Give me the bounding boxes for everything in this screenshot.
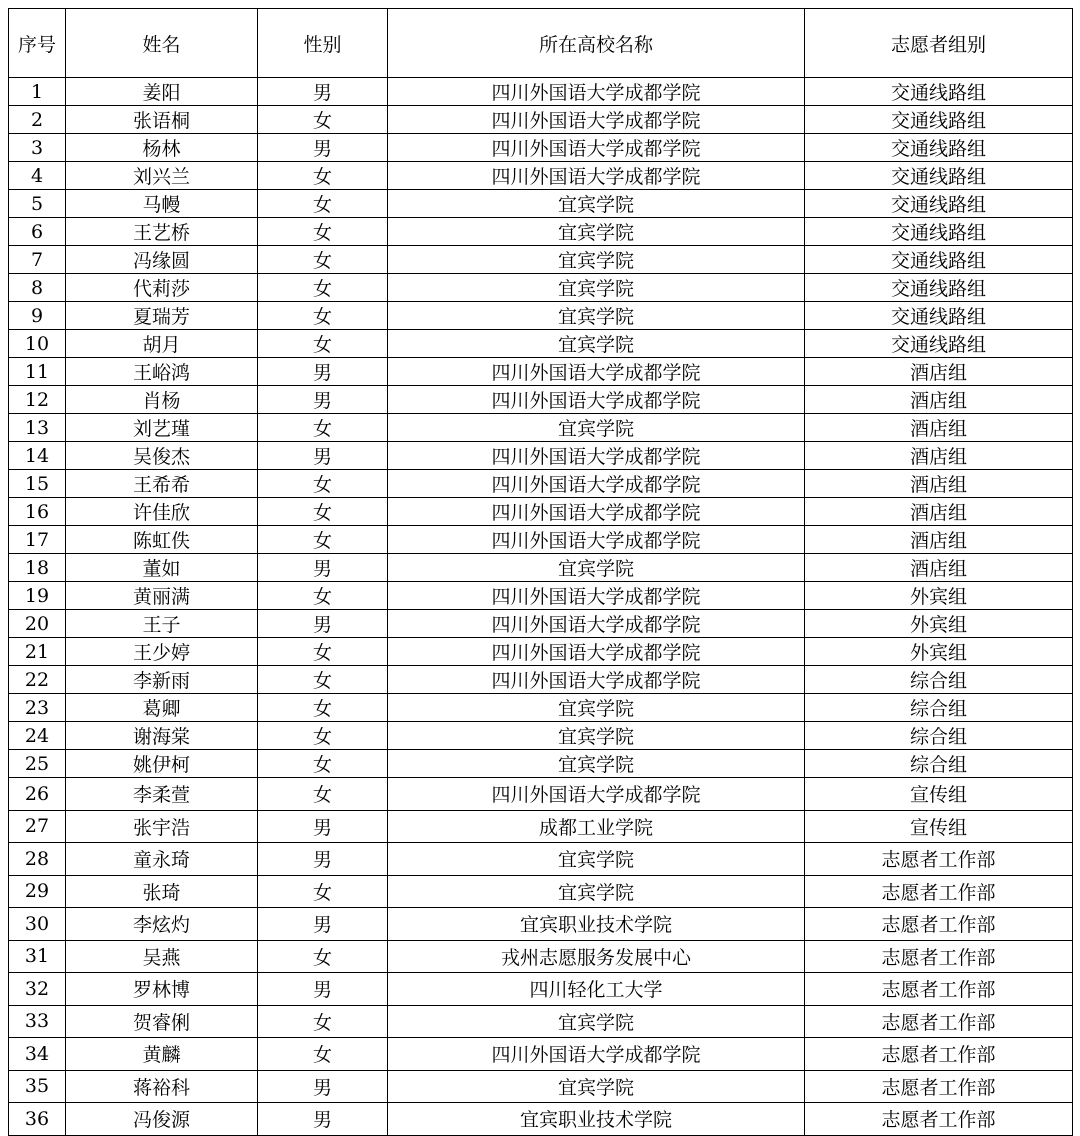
cell-school: 四川外国语大学成都学院 bbox=[388, 78, 805, 106]
cell-group: 酒店组 bbox=[805, 442, 1073, 470]
header-group: 志愿者组别 bbox=[805, 9, 1073, 78]
cell-group: 外宾组 bbox=[805, 610, 1073, 638]
table-row bbox=[9, 722, 1073, 750]
cell-serial: 8 bbox=[9, 274, 66, 302]
cell-serial: 15 bbox=[9, 470, 66, 498]
table-row bbox=[9, 1070, 1073, 1103]
cell-serial: 19 bbox=[9, 582, 66, 610]
cell-serial: 24 bbox=[9, 722, 66, 750]
cell-gender: 男 bbox=[258, 442, 388, 470]
cell-gender: 男 bbox=[258, 78, 388, 106]
cell-serial: 28 bbox=[9, 843, 66, 876]
cell-group: 交通线路组 bbox=[805, 134, 1073, 162]
cell-school: 四川外国语大学成都学院 bbox=[388, 106, 805, 134]
table-row bbox=[9, 358, 1073, 386]
table-row bbox=[9, 1005, 1073, 1038]
cell-group: 志愿者工作部 bbox=[805, 973, 1073, 1006]
cell-serial: 25 bbox=[9, 750, 66, 778]
cell-gender: 女 bbox=[258, 1005, 388, 1038]
table-row bbox=[9, 1103, 1073, 1136]
table-row bbox=[9, 386, 1073, 414]
table-row bbox=[9, 610, 1073, 638]
cell-serial: 33 bbox=[9, 1005, 66, 1038]
cell-serial: 6 bbox=[9, 218, 66, 246]
cell-serial: 14 bbox=[9, 442, 66, 470]
cell-name: 肖杨 bbox=[66, 386, 258, 414]
cell-group: 综合组 bbox=[805, 722, 1073, 750]
cell-gender: 男 bbox=[258, 843, 388, 876]
cell-name: 吴燕 bbox=[66, 940, 258, 973]
cell-serial: 20 bbox=[9, 610, 66, 638]
cell-group: 酒店组 bbox=[805, 358, 1073, 386]
table-row bbox=[9, 134, 1073, 162]
cell-group: 交通线路组 bbox=[805, 190, 1073, 218]
cell-gender: 女 bbox=[258, 722, 388, 750]
cell-school: 宜宾学院 bbox=[388, 274, 805, 302]
cell-group: 酒店组 bbox=[805, 498, 1073, 526]
cell-gender: 女 bbox=[258, 1038, 388, 1071]
cell-school: 四川轻化工大学 bbox=[388, 973, 805, 1006]
table-row bbox=[9, 246, 1073, 274]
cell-school: 宜宾学院 bbox=[388, 750, 805, 778]
table-row bbox=[9, 940, 1073, 973]
cell-serial: 16 bbox=[9, 498, 66, 526]
cell-name: 许佳欣 bbox=[66, 498, 258, 526]
cell-serial: 2 bbox=[9, 106, 66, 134]
cell-school: 宜宾学院 bbox=[388, 1005, 805, 1038]
cell-school: 宜宾学院 bbox=[388, 694, 805, 722]
cell-name: 王峪鸿 bbox=[66, 358, 258, 386]
cell-group: 志愿者工作部 bbox=[805, 1005, 1073, 1038]
cell-gender: 女 bbox=[258, 694, 388, 722]
cell-group: 宣传组 bbox=[805, 778, 1073, 811]
cell-gender: 男 bbox=[258, 973, 388, 1006]
cell-gender: 女 bbox=[258, 190, 388, 218]
cell-group: 酒店组 bbox=[805, 386, 1073, 414]
cell-gender: 男 bbox=[258, 908, 388, 941]
cell-serial: 30 bbox=[9, 908, 66, 941]
cell-school: 四川外国语大学成都学院 bbox=[388, 666, 805, 694]
cell-serial: 1 bbox=[9, 78, 66, 106]
header-row bbox=[9, 9, 1073, 78]
table-row bbox=[9, 106, 1073, 134]
cell-name: 李柔萱 bbox=[66, 778, 258, 811]
cell-gender: 女 bbox=[258, 526, 388, 554]
cell-serial: 34 bbox=[9, 1038, 66, 1071]
cell-group: 志愿者工作部 bbox=[805, 940, 1073, 973]
cell-serial: 31 bbox=[9, 940, 66, 973]
cell-name: 夏瑞芳 bbox=[66, 302, 258, 330]
table-row bbox=[9, 750, 1073, 778]
cell-name: 童永琦 bbox=[66, 843, 258, 876]
cell-group: 志愿者工作部 bbox=[805, 908, 1073, 941]
cell-name: 贺睿俐 bbox=[66, 1005, 258, 1038]
table-row bbox=[9, 778, 1073, 811]
table-row bbox=[9, 526, 1073, 554]
cell-gender: 女 bbox=[258, 274, 388, 302]
header-school: 所在高校名称 bbox=[388, 9, 805, 78]
cell-name: 王子 bbox=[66, 610, 258, 638]
cell-name: 姜阳 bbox=[66, 78, 258, 106]
table-row bbox=[9, 666, 1073, 694]
cell-gender: 男 bbox=[258, 134, 388, 162]
table-row bbox=[9, 302, 1073, 330]
cell-group: 志愿者工作部 bbox=[805, 875, 1073, 908]
cell-group: 酒店组 bbox=[805, 554, 1073, 582]
cell-name: 吴俊杰 bbox=[66, 442, 258, 470]
cell-gender: 女 bbox=[258, 875, 388, 908]
cell-name: 王艺桥 bbox=[66, 218, 258, 246]
cell-school: 四川外国语大学成都学院 bbox=[388, 638, 805, 666]
table-row bbox=[9, 638, 1073, 666]
cell-school: 四川外国语大学成都学院 bbox=[388, 470, 805, 498]
cell-group: 交通线路组 bbox=[805, 330, 1073, 358]
cell-name: 姚伊柯 bbox=[66, 750, 258, 778]
cell-name: 王希希 bbox=[66, 470, 258, 498]
table-row bbox=[9, 810, 1073, 843]
cell-school: 四川外国语大学成都学院 bbox=[388, 1038, 805, 1071]
cell-serial: 26 bbox=[9, 778, 66, 811]
cell-name: 黄丽满 bbox=[66, 582, 258, 610]
table-row bbox=[9, 973, 1073, 1006]
cell-serial: 5 bbox=[9, 190, 66, 218]
cell-name: 冯俊源 bbox=[66, 1103, 258, 1136]
cell-school: 四川外国语大学成都学院 bbox=[388, 526, 805, 554]
cell-school: 四川外国语大学成都学院 bbox=[388, 162, 805, 190]
cell-gender: 男 bbox=[258, 610, 388, 638]
table-row bbox=[9, 470, 1073, 498]
cell-group: 交通线路组 bbox=[805, 78, 1073, 106]
cell-gender: 女 bbox=[258, 638, 388, 666]
cell-name: 葛卿 bbox=[66, 694, 258, 722]
table-row bbox=[9, 554, 1073, 582]
cell-school: 宜宾学院 bbox=[388, 875, 805, 908]
cell-gender: 女 bbox=[258, 750, 388, 778]
cell-name: 蒋裕科 bbox=[66, 1070, 258, 1103]
cell-gender: 女 bbox=[258, 414, 388, 442]
cell-gender: 女 bbox=[258, 246, 388, 274]
cell-school: 宜宾学院 bbox=[388, 246, 805, 274]
cell-school: 戎州志愿服务发展中心 bbox=[388, 940, 805, 973]
cell-school: 宜宾职业技术学院 bbox=[388, 908, 805, 941]
cell-name: 李炫灼 bbox=[66, 908, 258, 941]
cell-gender: 女 bbox=[258, 162, 388, 190]
volunteer-table bbox=[8, 8, 1073, 1136]
cell-gender: 女 bbox=[258, 330, 388, 358]
cell-serial: 29 bbox=[9, 875, 66, 908]
cell-name: 胡月 bbox=[66, 330, 258, 358]
cell-group: 交通线路组 bbox=[805, 246, 1073, 274]
cell-group: 外宾组 bbox=[805, 582, 1073, 610]
table-row bbox=[9, 498, 1073, 526]
cell-group: 交通线路组 bbox=[805, 218, 1073, 246]
cell-group: 交通线路组 bbox=[805, 162, 1073, 190]
cell-school: 宜宾学院 bbox=[388, 554, 805, 582]
cell-name: 张语桐 bbox=[66, 106, 258, 134]
cell-gender: 女 bbox=[258, 302, 388, 330]
cell-school: 成都工业学院 bbox=[388, 810, 805, 843]
cell-name: 杨林 bbox=[66, 134, 258, 162]
cell-name: 马幔 bbox=[66, 190, 258, 218]
cell-school: 四川外国语大学成都学院 bbox=[388, 498, 805, 526]
cell-school: 宜宾学院 bbox=[388, 302, 805, 330]
cell-school: 四川外国语大学成都学院 bbox=[388, 386, 805, 414]
cell-gender: 女 bbox=[258, 498, 388, 526]
cell-name: 王少婷 bbox=[66, 638, 258, 666]
cell-group: 综合组 bbox=[805, 750, 1073, 778]
cell-gender: 女 bbox=[258, 666, 388, 694]
cell-group: 交通线路组 bbox=[805, 302, 1073, 330]
cell-group: 酒店组 bbox=[805, 414, 1073, 442]
cell-group: 外宾组 bbox=[805, 638, 1073, 666]
table-row bbox=[9, 78, 1073, 106]
cell-school: 宜宾职业技术学院 bbox=[388, 1103, 805, 1136]
cell-serial: 4 bbox=[9, 162, 66, 190]
cell-school: 宜宾学院 bbox=[388, 1070, 805, 1103]
cell-group: 宣传组 bbox=[805, 810, 1073, 843]
cell-serial: 23 bbox=[9, 694, 66, 722]
cell-school: 宜宾学院 bbox=[388, 218, 805, 246]
table-body bbox=[9, 78, 1073, 1136]
cell-school: 宜宾学院 bbox=[388, 414, 805, 442]
cell-gender: 男 bbox=[258, 1070, 388, 1103]
table-row bbox=[9, 190, 1073, 218]
cell-gender: 女 bbox=[258, 218, 388, 246]
cell-name: 陈虹佚 bbox=[66, 526, 258, 554]
cell-name: 谢海棠 bbox=[66, 722, 258, 750]
cell-name: 代莉莎 bbox=[66, 274, 258, 302]
cell-school: 四川外国语大学成都学院 bbox=[388, 134, 805, 162]
cell-name: 刘艺瑾 bbox=[66, 414, 258, 442]
table-row bbox=[9, 843, 1073, 876]
table-row bbox=[9, 218, 1073, 246]
cell-name: 刘兴兰 bbox=[66, 162, 258, 190]
cell-serial: 11 bbox=[9, 358, 66, 386]
table-row bbox=[9, 694, 1073, 722]
cell-gender: 女 bbox=[258, 582, 388, 610]
cell-gender: 女 bbox=[258, 106, 388, 134]
cell-gender: 男 bbox=[258, 810, 388, 843]
cell-gender: 男 bbox=[258, 1103, 388, 1136]
cell-school: 宜宾学院 bbox=[388, 190, 805, 218]
cell-gender: 男 bbox=[258, 386, 388, 414]
cell-name: 冯缘圆 bbox=[66, 246, 258, 274]
header-serial: 序号 bbox=[9, 9, 66, 78]
cell-gender: 女 bbox=[258, 940, 388, 973]
cell-school: 宜宾学院 bbox=[388, 843, 805, 876]
table-row bbox=[9, 1038, 1073, 1071]
cell-group: 交通线路组 bbox=[805, 274, 1073, 302]
cell-serial: 17 bbox=[9, 526, 66, 554]
cell-name: 张琦 bbox=[66, 875, 258, 908]
cell-serial: 36 bbox=[9, 1103, 66, 1136]
cell-serial: 9 bbox=[9, 302, 66, 330]
cell-serial: 3 bbox=[9, 134, 66, 162]
cell-group: 志愿者工作部 bbox=[805, 1038, 1073, 1071]
cell-school: 四川外国语大学成都学院 bbox=[388, 358, 805, 386]
cell-school: 宜宾学院 bbox=[388, 722, 805, 750]
table-row bbox=[9, 875, 1073, 908]
cell-school: 宜宾学院 bbox=[388, 330, 805, 358]
cell-gender: 女 bbox=[258, 778, 388, 811]
table-row bbox=[9, 162, 1073, 190]
cell-serial: 18 bbox=[9, 554, 66, 582]
table-row bbox=[9, 330, 1073, 358]
cell-gender: 女 bbox=[258, 470, 388, 498]
cell-group: 志愿者工作部 bbox=[805, 843, 1073, 876]
cell-school: 四川外国语大学成都学院 bbox=[388, 610, 805, 638]
cell-school: 四川外国语大学成都学院 bbox=[388, 582, 805, 610]
cell-group: 酒店组 bbox=[805, 526, 1073, 554]
cell-serial: 13 bbox=[9, 414, 66, 442]
cell-name: 黄麟 bbox=[66, 1038, 258, 1071]
cell-group: 综合组 bbox=[805, 666, 1073, 694]
cell-gender: 男 bbox=[258, 358, 388, 386]
cell-school: 四川外国语大学成都学院 bbox=[388, 442, 805, 470]
cell-name: 董如 bbox=[66, 554, 258, 582]
header-name: 姓名 bbox=[66, 9, 258, 78]
cell-name: 张宇浩 bbox=[66, 810, 258, 843]
cell-name: 罗林博 bbox=[66, 973, 258, 1006]
cell-serial: 22 bbox=[9, 666, 66, 694]
table-row bbox=[9, 908, 1073, 941]
cell-gender: 男 bbox=[258, 554, 388, 582]
table-row bbox=[9, 274, 1073, 302]
cell-group: 酒店组 bbox=[805, 470, 1073, 498]
cell-serial: 12 bbox=[9, 386, 66, 414]
cell-group: 志愿者工作部 bbox=[805, 1070, 1073, 1103]
cell-serial: 21 bbox=[9, 638, 66, 666]
table-row bbox=[9, 582, 1073, 610]
table-row bbox=[9, 442, 1073, 470]
header-gender: 性别 bbox=[258, 9, 388, 78]
cell-name: 李新雨 bbox=[66, 666, 258, 694]
cell-serial: 7 bbox=[9, 246, 66, 274]
cell-serial: 10 bbox=[9, 330, 66, 358]
cell-group: 志愿者工作部 bbox=[805, 1103, 1073, 1136]
table-row bbox=[9, 414, 1073, 442]
cell-serial: 27 bbox=[9, 810, 66, 843]
cell-serial: 32 bbox=[9, 973, 66, 1006]
cell-school: 四川外国语大学成都学院 bbox=[388, 778, 805, 811]
cell-group: 交通线路组 bbox=[805, 106, 1073, 134]
cell-group: 综合组 bbox=[805, 694, 1073, 722]
cell-serial: 35 bbox=[9, 1070, 66, 1103]
